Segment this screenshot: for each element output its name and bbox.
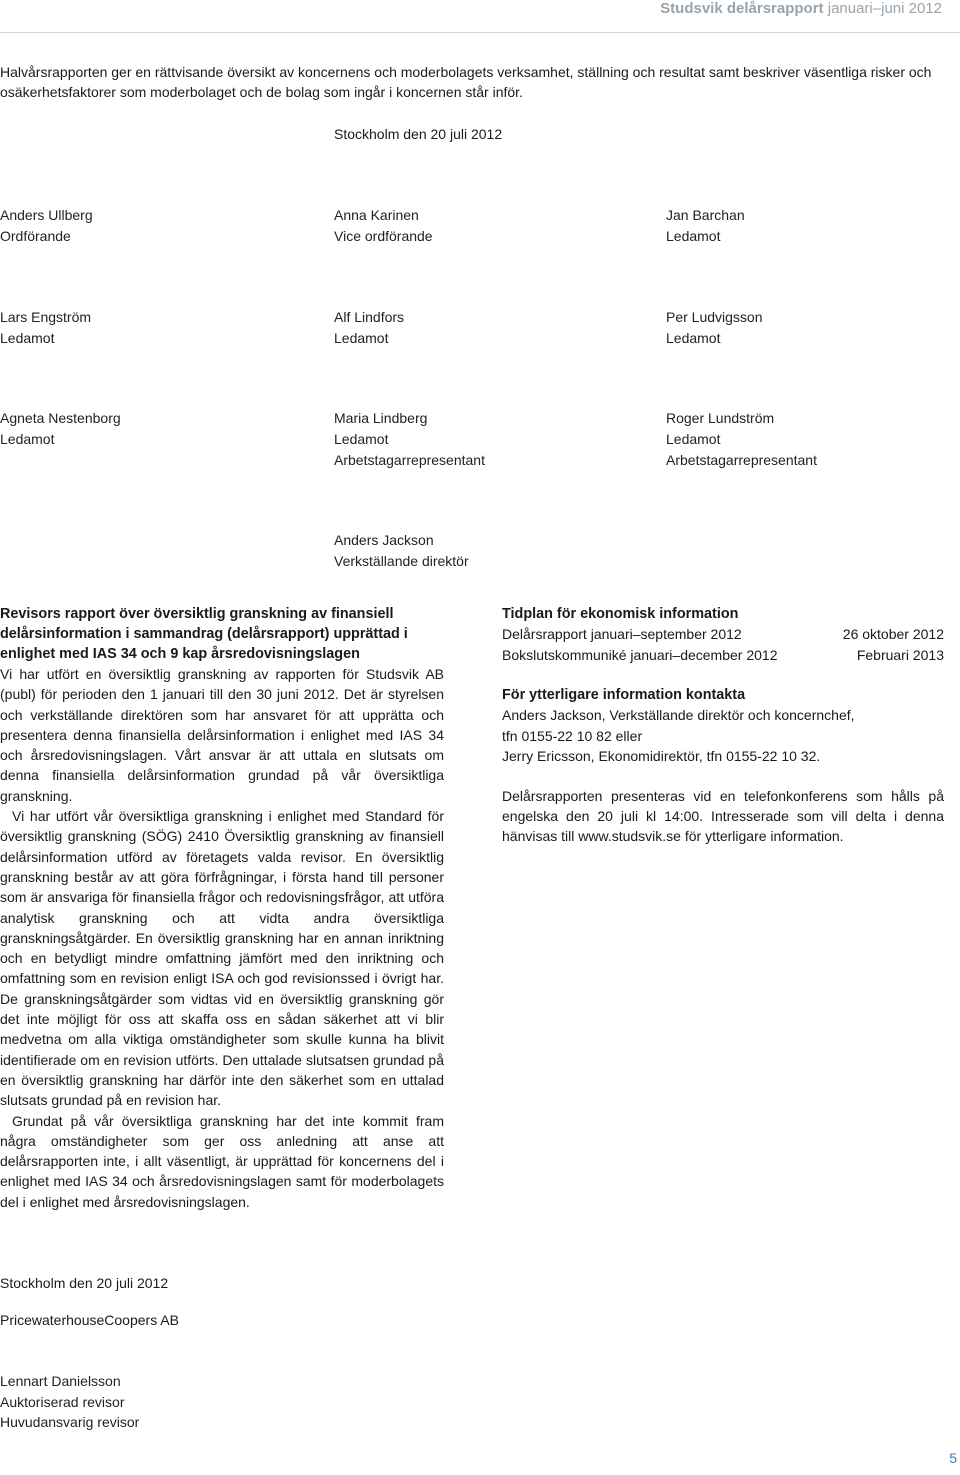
signatory-name: Lars Engström — [0, 309, 92, 325]
schedule-row — [502, 624, 944, 645]
signatory-name: Jan Barchan — [666, 207, 745, 223]
audit-firm: PricewaterhouseCoopers AB — [0, 1312, 179, 1328]
review-report-heading: Revisors rapport över översiktlig granskning av finansiell delårsinformation i sammandrag (delårsrapport) upprättad i enlighet med IAS 34 och 9 kap årsredovisningslagen — [0, 606, 408, 662]
signatory — [0, 205, 93, 247]
signatory-role: Ledamot — [0, 330, 55, 346]
running-header-brand: Studsvik delårsrapport — [660, 0, 824, 17]
signatory-role: Arbetstagarrepresentant — [334, 452, 485, 468]
signatory-role: Ledamot — [0, 431, 55, 447]
page-number: 5 — [949, 1450, 957, 1466]
signatory — [0, 307, 91, 349]
intro-paragraph: Halvårsrapporten ger en rättvisande översikt av koncernens och moderbolagets verksamhet, ställning och resultat samt beskriver väsentliga risker och osäkerhetsfaktorer som moderbolaget och de bolag som ingår i koncernen står inför. — [0, 64, 932, 100]
review-paragraph: Vi har utfört vår översiktliga granskning i enlighet med Standard för översiktlig granskning (SÖG) 2410 Översiktlig granskning av finansiell delårsinformation utförd av företagets valda revisor. En översiktlig granskning består av att göra förfrågningar, i första hand till personer som är ansvariga för finansiella frågor och redovisningsfrågor, att utföra analytisk granskning och att vidta andra översiktliga granskningsåtgärder. En översiktlig granskning har en annan inriktning och en betydligt mindre omfattning jämfört med den inriktning och omfattning som en revision enligt ISA och god revisionssed i övrigt har. De granskningsåtgärder som vidtas vid en översiktlig granskning gör det inte möjligt för oss att skaffa oss en sådan säkerhet att vi blir medvetna om alla viktiga omständigheter som skulle kunna ha blivit identifierade om en revision utförts. Den uttalade slutsatsen grundad på en översiktlig granskning har därför inte den säkerhet som en uttalad slutsats grundad på en revision har. — [0, 808, 444, 1109]
header-divider — [0, 32, 960, 33]
signatory-role: Vice ordförande — [334, 228, 433, 244]
signatory-name: Roger Lundström — [666, 410, 775, 426]
schedule-heading: Tidplan för ekonomisk information — [502, 606, 739, 622]
signatory-role: Arbetstagarrepresentant — [666, 452, 817, 468]
signatory — [334, 530, 469, 572]
schedule-row — [502, 645, 944, 666]
auditor-title: Auktoriserad revisor — [0, 1393, 125, 1410]
conference-note: Delårsrapporten presenteras vid en telefonkonferens som hålls på engelska den 20 juli kl 14:00. Intresserade som vill delta i denna hänvisas till www.studsvik.se för ytterligare information. — [502, 787, 944, 845]
auditor-title: Huvudansvarig revisor — [0, 1414, 140, 1430]
signatory-name: Maria Lindberg — [334, 410, 428, 426]
signatory — [334, 307, 404, 349]
contact-heading: För ytterligare information kontakta — [502, 687, 746, 703]
schedule-date: Februari 2013 — [856, 646, 944, 663]
signatory-name: Alf Lindfors — [334, 309, 405, 325]
review-report — [0, 604, 444, 1212]
schedule-label: Delårsrapport januari–september 2012 — [502, 626, 742, 642]
signatory-name: Agneta Nestenborg — [0, 410, 121, 426]
signatory — [666, 408, 817, 471]
running-header — [660, 0, 942, 17]
review-report-body — [0, 664, 444, 1212]
signatory — [666, 307, 763, 349]
auditor-name: Lennart Danielsson — [0, 1373, 121, 1389]
signatory-role: Ledamot — [666, 431, 721, 447]
contact-block — [502, 705, 944, 767]
signatory-role: Verkställande direktör — [334, 553, 469, 569]
schedule-label: Bokslutskommuniké januari–december 2012 — [502, 646, 778, 663]
contact-line: Jerry Ericsson, Ekonomidirektör, tfn 0155-22 10 32. — [502, 748, 821, 764]
contact-line: Anders Jackson, Verkställande direktör och koncernchef, — [502, 707, 855, 723]
signatory-role: Ledamot — [334, 330, 389, 346]
auditor-signature — [0, 1371, 139, 1433]
signatory-name: Per Ludvigsson — [666, 309, 763, 325]
info-column — [502, 604, 944, 846]
signatory-role: Ledamot — [666, 330, 721, 346]
review-paragraph: Vi har utfört en översiktlig granskning av rapporten för Studsvik AB (publ) för perioden den 1 januari till den 30 juni 2012. Det är styrelsen och verkställande direktören som har ansvaret för att upprätta och presentera denna finansiella delårsinformation i enlighet med IAS 34 och årsredovisningslagen. Vårt ansvar är att uttala en slutsats om denna finansiella delårsinformation grundad på vår översiktliga granskning. — [0, 666, 444, 804]
running-header-period: januari–juni 2012 — [827, 0, 942, 17]
signatory — [334, 408, 485, 471]
signatory-name: Anders Jackson — [334, 532, 434, 548]
auditor-place-date: Stockholm den 20 juli 2012 — [0, 1275, 169, 1291]
signatory-name: Anders Ullberg — [0, 207, 93, 223]
schedule-date: 26 oktober 2012 — [842, 626, 944, 642]
review-paragraph: Grundat på vår översiktliga granskning har det inte kommit fram några omständigheter som ger oss anledning att anse att delårsrapporten inte, i allt väsentligt, är upprättad för koncernens del i enlighet med IAS 34 och årsredovisningslagen samt för moderbolagets del i enlighet med årsredovisningslagen. — [0, 1112, 444, 1210]
signatory-role: Ledamot — [334, 431, 389, 447]
signatory — [334, 205, 433, 247]
signatory-role: Ledamot — [666, 228, 721, 244]
signatory-role: Ordförande — [0, 228, 71, 244]
signatory — [0, 408, 121, 450]
contact-line: tfn 0155-22 10 82 eller — [502, 727, 643, 744]
signatory — [666, 205, 745, 247]
board-place-date: Stockholm den 20 juli 2012 — [334, 126, 503, 142]
signatory-name: Anna Karinen — [334, 207, 419, 223]
